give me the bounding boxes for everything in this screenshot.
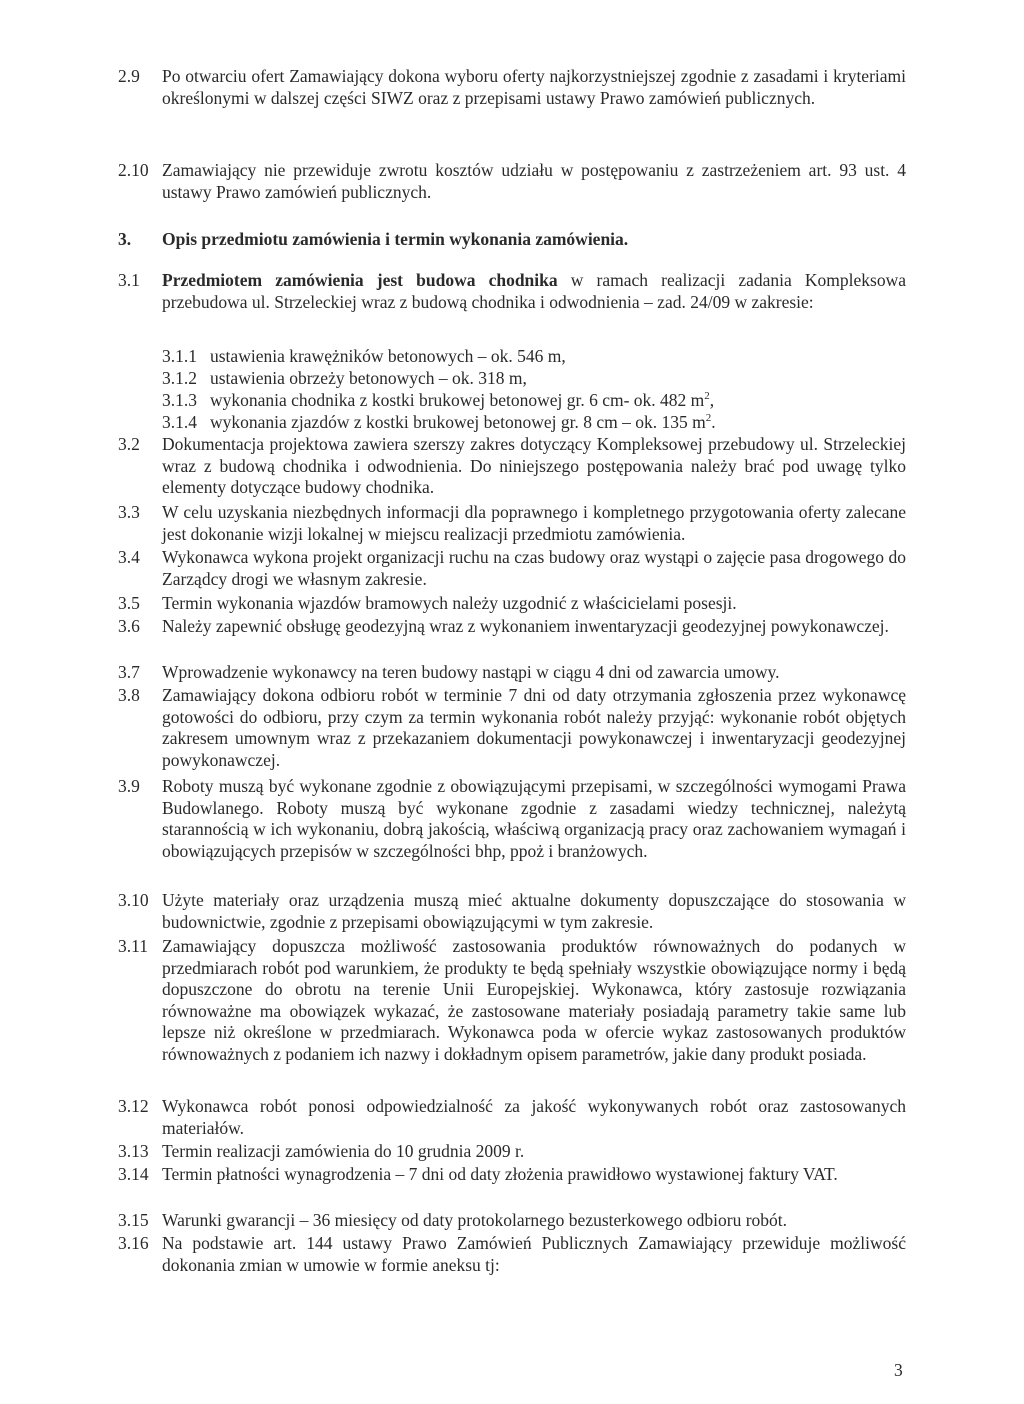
- paragraph-3-4: [118, 547, 906, 590]
- paragraph-3-8: [118, 685, 906, 771]
- paragraph-3-10: [118, 890, 906, 933]
- paragraph-number: 3.14: [118, 1164, 149, 1184]
- paragraph-text: Użyte materiały oraz urządzenia muszą mieć aktualne dokumenty dopuszczające do stosowania w budownictwie, zgodnie z przepisami obowiązującymi w tym zakresie.: [162, 890, 906, 932]
- paragraph-rest: w ramach realizacji zadania Kompleksowa przebudowa ul. Strzeleckiej wraz z budową chodnika i odwodnienia – zad. 24/09 w zakresie:: [162, 270, 906, 312]
- subitem-number: 3.1.3: [162, 390, 197, 410]
- paragraph-text: Warunki gwarancji – 36 miesięcy od daty protokolarnego bezusterkowego odbioru robót.: [162, 1210, 788, 1230]
- paragraph-text: Termin wykonania wjazdów bramowych należy uzgodnić z właścicielami posesji.: [162, 593, 737, 613]
- section-heading-3: [118, 229, 906, 251]
- paragraph-3-2: [118, 434, 906, 499]
- paragraph-text: Termin płatności wynagrodzenia – 7 dni od daty złożenia prawidłowo wystawionej faktury VAT.: [162, 1164, 838, 1184]
- paragraph-text: Roboty muszą być wykonane zgodnie z obowiązującymi przepisami, w szczególności wymogami Prawa Budowlanego. Roboty muszą być wykonane zgodnie z zasadami wiedzy technicznej, należytą starannością w ich wykonaniu, dobrą jakością, właściwą organizacją pracy oraz zachowaniem wymagań i obowiązujących przepisów w szczególności bhp, ppoż i branżowych.: [162, 776, 906, 861]
- subitem-3-1-3: [162, 390, 906, 412]
- paragraph-2-9: [118, 66, 906, 109]
- bold-lead: Przedmiotem zamówienia jest budowa chodnika: [162, 270, 558, 290]
- paragraph-number: 3.9: [118, 776, 140, 796]
- paragraph-3-16: [118, 1233, 906, 1276]
- paragraph-3-12: [118, 1096, 906, 1139]
- paragraph-text: Dokumentacja projektowa zawiera szerszy zakres dotyczący Kompleksowej przebudowy ul. Strzeleckiej wraz z budową chodnika i odwodnienia. Do niniejszego postępowania należy brać pod uwagę tylko elementy dotyczące budowy chodnika.: [162, 434, 906, 497]
- subitem-text: ustawienia krawężników betonowych – ok. 546 m,: [210, 346, 566, 366]
- paragraph-number: 2.10: [118, 160, 149, 180]
- subitem-number: 3.1.2: [162, 368, 197, 388]
- subitem-3-1-4: [162, 412, 906, 434]
- paragraph-text: Na podstawie art. 144 ustawy Prawo Zamówień Publicznych Zamawiający przewiduje możliwość dokonania zmian w umowie w formie aneksu tj:: [162, 1233, 906, 1275]
- paragraph-number: 3.7: [118, 662, 140, 682]
- paragraph-2-10: [118, 160, 906, 203]
- paragraph-text: Wykonawca robót ponosi odpowiedzialność za jakość wykonywanych robót oraz zastosowanych materiałów.: [162, 1096, 906, 1138]
- paragraph-3-9: [118, 776, 906, 862]
- paragraph-number: 3.13: [118, 1141, 149, 1161]
- paragraph-3-1: [118, 270, 906, 313]
- subitem-number: 3.1.4: [162, 412, 197, 432]
- paragraph-text: [118, 270, 906, 313]
- paragraph-3-14: [118, 1164, 906, 1186]
- subitem-number: 3.1.1: [162, 346, 197, 366]
- paragraph-number: 3.1: [118, 270, 140, 290]
- paragraph-number: 3.4: [118, 547, 140, 567]
- paragraph-number: 3.5: [118, 593, 140, 613]
- paragraph-number: 3.3: [118, 502, 140, 522]
- subitem-tail: ,: [709, 390, 715, 410]
- page-number: 3: [894, 1360, 903, 1380]
- paragraph-text: Wykonawca wykona projekt organizacji ruchu na czas budowy oraz wystąpi o zajęcie pasa drogowego do Zarządcy drogi we własnym zakresie.: [162, 547, 906, 589]
- paragraph-number: 3.8: [118, 685, 140, 705]
- paragraph-text: Wprowadzenie wykonawcy na teren budowy nastąpi w ciągu 4 dni od zawarcia umowy.: [162, 662, 780, 682]
- paragraph-number: 3.2: [118, 434, 140, 454]
- superscript: 2: [704, 390, 710, 403]
- paragraph-text: Zamawiający nie przewiduje zwrotu kosztów udziału w postępowaniu z zastrzeżeniem art. 93 ust. 4 ustawy Prawo zamówień publicznych.: [162, 160, 906, 202]
- paragraph-3-6: [118, 616, 906, 638]
- paragraph-text: Termin realizacji zamówienia do 10 grudnia 2009 r.: [162, 1141, 525, 1161]
- paragraph-number: 3.15: [118, 1210, 149, 1230]
- subitem-text: [162, 412, 906, 434]
- section-title: Opis przedmiotu zamówienia i termin wykonania zamówienia.: [162, 229, 629, 249]
- subitem-3-1-1: [162, 346, 906, 368]
- subitem-tail: .: [711, 412, 716, 432]
- section-number: 3.: [118, 229, 132, 249]
- subitem-3-1-2: [162, 368, 906, 390]
- paragraph-number: 3.11: [118, 936, 148, 956]
- subitem-body: wykonania zjazdów z kostki brukowej betonowej gr. 8 cm – ok. 135 m: [210, 412, 706, 432]
- paragraph-3-5: [118, 593, 906, 615]
- paragraph-number: 3.12: [118, 1096, 149, 1116]
- subitem-body: wykonania chodnika z kostki brukowej betonowej gr. 6 cm- ok. 482 m: [210, 390, 705, 410]
- paragraph-text: W celu uzyskania niezbędnych informacji dla poprawnego i kompletnego przygotowania oferty zalecane jest dokonanie wizji lokalnej w miejscu realizacji przedmiotu zamówienia.: [162, 502, 906, 544]
- paragraph-number: 2.9: [118, 66, 140, 86]
- paragraph-3-15: [118, 1210, 906, 1232]
- subitem-text: ustawienia obrzeży betonowych – ok. 318 m,: [210, 368, 527, 388]
- paragraph-3-13: [118, 1141, 906, 1163]
- paragraph-text: Zamawiający dopuszcza możliwość zastosowania produktów równoważnych do podanych w przedmiarach robót pod warunkiem, że produkty te będą spełniały wszystkie obowiązujące normy i będą dopuszczone do obrotu na terenie Unii Europejskiej. Wykonawca, który zastosuje rozwiązania równoważne ma obowiązek wykazać, że zastosowane materiały posiadają parametry takie same lub lepsze niż określone w przedmiarach. Wykonawca poda w ofercie wykaz zastosowanych produktów równoważnych z podaniem ich nazwy i dokładnym opisem parametrów, jakie dany produkt posiada.: [162, 936, 906, 1064]
- paragraph-3-7: [118, 662, 906, 684]
- superscript: 2: [705, 412, 712, 425]
- paragraph-3-11: [118, 936, 906, 1065]
- paragraph-text: Zamawiający dokona odbioru robót w terminie 7 dni od daty otrzymania zgłoszenia przez wykonawcę gotowości do odbioru, przy czym za termin wykonania robót należy przyjąć: wykonanie robót objętych zakresem umownym wraz z przekazaniem dokumentacji powykonawczej i inwentaryzacji geodezyjnej powykonawczej.: [162, 685, 906, 770]
- paragraph-3-3: [118, 502, 906, 545]
- paragraph-text: Należy zapewnić obsługę geodezyjną wraz z wykonaniem inwentaryzacji geodezyjnej powykonawczej.: [162, 616, 889, 636]
- paragraph-text: Po otwarciu ofert Zamawiający dokona wyboru oferty najkorzystniejszej zgodnie z zasadami i kryteriami określonymi w dalszej części SIWZ oraz z przepisami ustawy Prawo zamówień publicznych.: [162, 66, 906, 108]
- paragraph-number: 3.10: [118, 890, 149, 910]
- subitem-text: [162, 390, 906, 412]
- paragraph-number: 3.16: [118, 1233, 149, 1253]
- paragraph-number: 3.6: [118, 616, 140, 636]
